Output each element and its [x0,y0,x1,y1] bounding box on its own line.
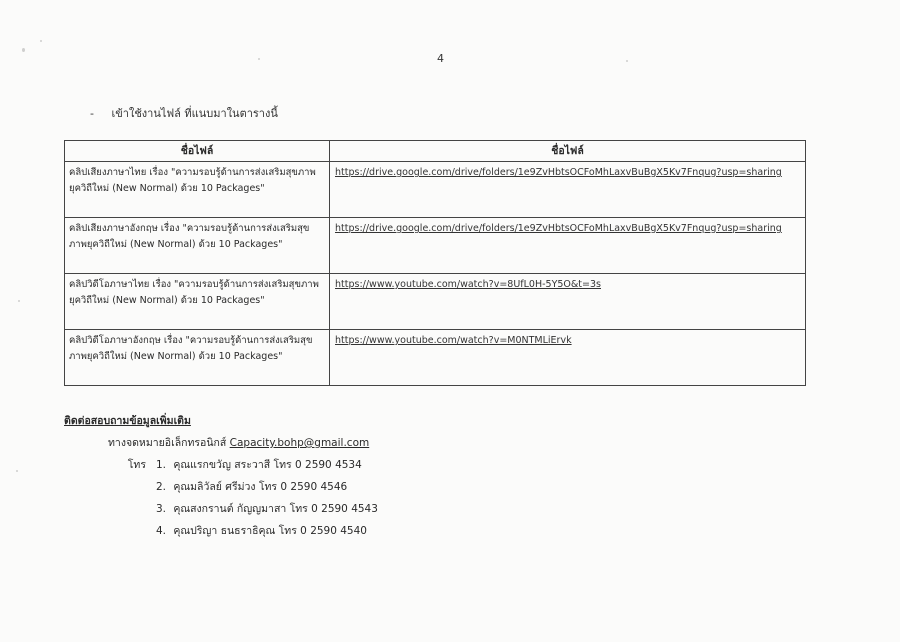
intro-line [90,104,278,122]
table-header-row [65,141,806,162]
contact-number: 1. [156,459,167,471]
file-link-cell [330,162,806,218]
file-link[interactable]: https://drive.google.com/drive/folders/1e9ZvHbtsOCFoMhLaxvBuBgX5Kv7Fnqug?usp=sharing [335,223,782,234]
scan-speck [16,470,18,472]
contact-number: 2. [156,481,167,493]
file-name-cell: คลิปวิดีโอภาษาอังกฤษ เรื่อง "ความรอบรู้ด้านการส่งเสริมสุขภาพยุควิถีใหม่ (New Normal) ด้วย 10 Packages" [65,330,330,386]
contact-person [64,522,378,539]
phone-prefix: โทร [127,459,146,471]
email-link[interactable]: Capacity.bohp@gmail.com [229,437,370,449]
file-link-cell [330,274,806,330]
scan-speck [18,300,20,302]
contact-person [64,456,378,473]
contact-text: คุณแรกขวัญ สระวาสี โทร 0 2590 4534 [173,459,362,471]
contact-section [64,412,378,544]
contact-number: 4. [156,525,167,537]
table-row [65,162,806,218]
contact-person [64,478,378,495]
contact-text: คุณสงกรานต์ กัญญมาสา โทร 0 2590 4543 [173,503,378,515]
contact-text: คุณมลิวัลย์ ศรีม่วง โทร 0 2590 4546 [173,481,348,493]
page-number: 4 [437,52,444,65]
file-name-cell: คลิปวิดีโอภาษาไทย เรื่อง "ความรอบรู้ด้านการส่งเสริมสุขภาพยุควิถีใหม่ (New Normal) ด้วย 10 Packages" [65,274,330,330]
contact-number: 3. [156,503,167,515]
contact-text: คุณปริญา ธนธราธิคุณ โทร 0 2590 4540 [173,525,367,537]
table-row [65,218,806,274]
intro-bullet: - [90,107,94,120]
table-row [65,274,806,330]
contact-email-line [108,434,378,451]
header-file-name: ชื่อไฟล์ [65,141,330,162]
file-name-cell: คลิปเสียงภาษาไทย เรื่อง "ความรอบรู้ด้านการส่งเสริมสุขภาพยุควิถีใหม่ (New Normal) ด้วย 10 Packages" [65,162,330,218]
email-prefix: ทางจดหมายอิเล็กทรอนิกส์ [108,437,227,449]
file-link-cell [330,330,806,386]
table-row [65,330,806,386]
contact-title: ติดต่อสอบถามข้อมูลเพิ่มเติม [64,415,191,427]
contact-person [64,500,378,517]
file-link[interactable]: https://www.youtube.com/watch?v=M0NTMLiErvk [335,335,572,346]
file-link[interactable]: https://www.youtube.com/watch?v=8UfL0H-5Y5O&t=3s [335,279,601,290]
file-link[interactable]: https://drive.google.com/drive/folders/1e9ZvHbtsOCFoMhLaxvBuBgX5Kv7Fnqug?usp=sharing [335,167,782,178]
file-link-cell [330,218,806,274]
scan-speck [258,58,260,60]
scan-speck [626,60,628,62]
scan-speck [40,40,42,42]
file-table [64,140,806,386]
intro-text: เข้าใช้งานไฟล์ ที่แนบมาในตารางนี้ [111,107,278,120]
header-file-link: ชื่อไฟล์ [330,141,806,162]
file-name-cell: คลิปเสียงภาษาอังกฤษ เรื่อง "ความรอบรู้ด้านการส่งเสริมสุขภาพยุควิถีใหม่ (New Normal) ด้วย 10 Packages" [65,218,330,274]
scan-speck [22,48,25,52]
